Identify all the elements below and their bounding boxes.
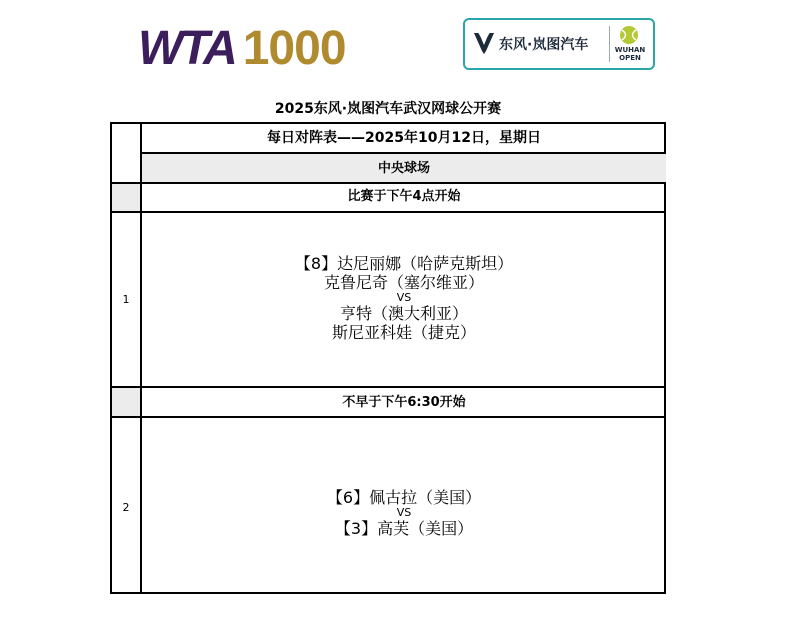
wta-tier-text: 1000 bbox=[242, 22, 346, 75]
wuhan-open-line1: WUHAN bbox=[614, 46, 646, 54]
court-divider bbox=[112, 182, 666, 184]
voyah-emblem-icon bbox=[473, 31, 495, 55]
wta-logo-text: WTA bbox=[138, 22, 235, 75]
sponsor-divider bbox=[609, 26, 610, 62]
match1-end-divider bbox=[112, 386, 666, 388]
match1-players bbox=[142, 254, 666, 342]
wta-1000-logo bbox=[138, 24, 346, 74]
match1-number: 1 bbox=[122, 293, 130, 306]
court-name: 中央球场 bbox=[377, 161, 430, 176]
match2-team1-player1: 【6】佩古拉（美国） bbox=[326, 488, 482, 507]
match2-number: 2 bbox=[122, 501, 130, 514]
match1-team1-player1: 【8】达尼丽娜（哈萨克斯坦） bbox=[294, 254, 514, 273]
num-col-bg-1 bbox=[112, 184, 140, 211]
match1-start-note: 比赛于下午4点开始 bbox=[347, 189, 461, 204]
sponsor-name: 东风·岚图汽车 bbox=[499, 37, 589, 53]
match2-note-divider bbox=[112, 416, 666, 418]
header-divider bbox=[142, 152, 666, 154]
match1-team2-player1: 亨特（澳大利亚） bbox=[339, 304, 468, 323]
match2-team2-player1: 【3】高芙（美国） bbox=[334, 519, 474, 538]
num-col-bg-2 bbox=[112, 388, 140, 416]
match2-start-note: 不早于下午6:30开始 bbox=[342, 395, 466, 410]
wuhan-open-text bbox=[611, 46, 649, 62]
wuhan-open-line2: OPEN bbox=[619, 54, 641, 62]
match1-note-divider bbox=[112, 211, 666, 213]
sponsor-logo bbox=[463, 18, 655, 70]
match1-team2-player2: 斯尼亚科娃（捷克） bbox=[331, 323, 476, 342]
match1-team1-player2: 克鲁尼奇（塞尔维亚） bbox=[323, 273, 484, 292]
match1-vs: VS bbox=[396, 291, 412, 304]
order-of-play-table bbox=[110, 122, 666, 594]
tournament-title: 2025东风·岚图汽车武汉网球公开赛 bbox=[274, 101, 502, 117]
match2-players bbox=[142, 488, 666, 538]
schedule-date-header: 每日对阵表——2025年10月12日，星期日 bbox=[267, 130, 541, 146]
tennis-ball-icon bbox=[619, 25, 639, 45]
match2-vs: VS bbox=[396, 506, 412, 519]
